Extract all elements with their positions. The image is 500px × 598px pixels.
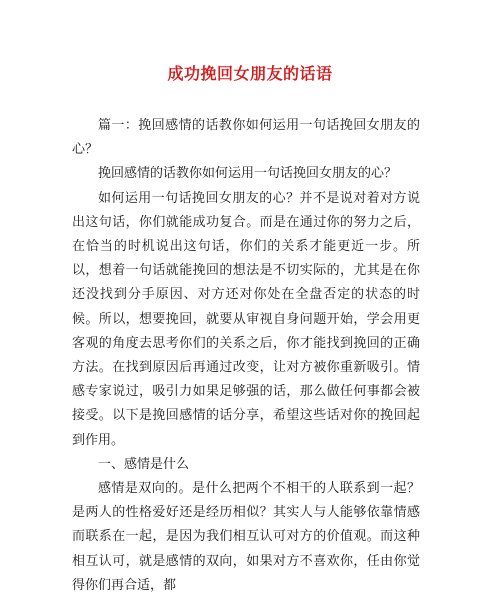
paragraph-subheading: 挽回感情的话教你如何运用一句话挽回女朋友的心？ xyxy=(98,166,398,182)
document-body xyxy=(72,114,420,598)
section-heading: 一、感情是什么 xyxy=(98,456,190,472)
paragraph-body: 如何运用一句话挽回女朋友的心？并不是说对着对方说出这句话，你们就能成功复合。而是在通过你的努力之后，在恰当的时机说出这句话，你们的关系才能更近一步。所以，想着一句话就能挽回的想法是不切实际的，尤其是在你还没找到分手原因、对方还对你处在全盘否定的状态的时候。所以，想要挽回，就要从审视自身问题开始，学会用更客观的角度去思考你们的关系之后，你才能找到挽回的正确方法。在找到原因后再通过改变，让对方被你重新吸引。情感专家说过，吸引力如果足够强的话，那么做任何事都会被接受。以下是挽回感情的话分享，希望这些话对你的挽回起到作用。 xyxy=(72,190,420,448)
paragraph-body: 感情是双向的。是什么把两个不相干的人联系到一起？是两人的性格爱好还是经历相似？其实人与人能够依靠情感而联系在一起，是因为我们相互认可对方的价值观。而这种相互认可，就是感情的双向，如果对方不喜欢你，任由你觉得你们再合适，都 xyxy=(72,481,420,593)
document-title: 成功挽回女朋友的话语 xyxy=(167,64,333,83)
paragraph-heading-part-one: 篇一：挽回感情的话教你如何运用一句话挽回女朋友的心？ xyxy=(72,118,420,158)
